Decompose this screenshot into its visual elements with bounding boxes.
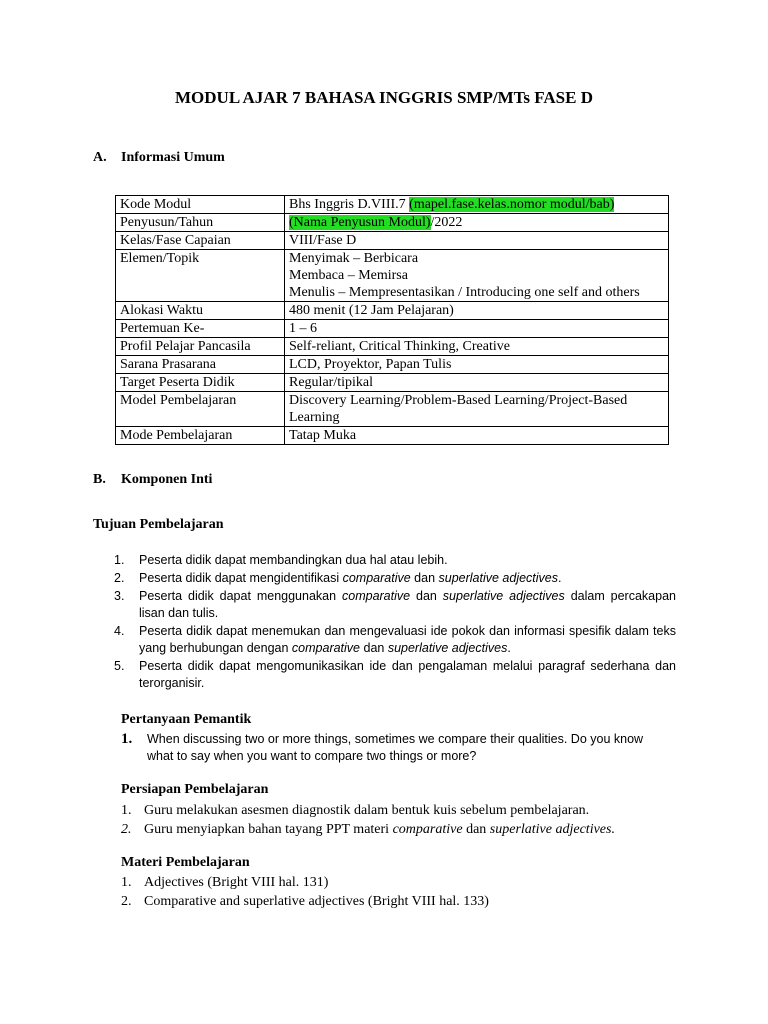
section-a-title: Informasi Umum [121,150,225,165]
list-text: dan [410,571,439,585]
table-key: Model Pembelajaran [116,392,285,427]
list-item [114,570,676,587]
penyusun-value: /2022 [430,215,463,230]
table-row [116,320,669,338]
list-item [121,892,681,911]
list-emphasis: comparative [392,822,463,837]
table-row [116,232,669,250]
table-key: Kelas/Fase Capaian [116,232,285,250]
table-value: Discovery Learning/Problem-Based Learning/Project-Based Learning [285,392,669,427]
kode-modul-value: Bhs Inggris D.VIII.7 [289,197,410,212]
list-text: Adjectives (Bright VIII hal. 131) [144,875,329,890]
table-key: Target Peserta Didik [116,374,285,392]
list-text: Guru melakukan asesmen diagnostik dalam bentuk kuis sebelum pembelajaran. [144,803,590,818]
list-emphasis: superlative adjectives [438,571,559,585]
table-key: Penyusun/Tahun [116,214,285,232]
list-text: dalam percakapan lisan dan tulis. [139,589,676,620]
tujuan-list [114,552,676,693]
list-emphasis: comparative [291,641,361,655]
section-b-title: Komponen Inti [121,472,213,487]
table-row [116,338,669,356]
list-text: . [558,571,562,585]
list-text: Guru menyiapkan bahan tayang PPT materi [144,822,393,837]
pemantik-heading: Pertanyaan Pemantik [121,712,252,727]
list-emphasis: comparative [342,589,411,603]
penyusun-highlight: (Nama Penyusun Modul) [289,215,431,230]
tujuan-heading: Tujuan Pembelajaran [93,517,224,532]
table-value: VIII/Fase D [285,232,669,250]
list-number: 5. [114,659,125,673]
list-item [121,820,681,839]
list-text: dan [410,589,443,603]
table-key: Elemen/Topik [116,250,285,302]
list-text: Peserta didik dapat mengidentifikasi [139,571,343,585]
section-b-heading [93,472,212,488]
table-value [285,214,669,232]
table-value [285,196,669,214]
list-item [121,801,681,820]
materi-list [121,873,681,911]
pemantik-question: When discussing two or more things, sometimes we compare their qualities. Do you know what to say when you want to compare two things or more? [147,732,644,763]
table-row [116,302,669,320]
list-item [114,552,676,569]
section-b-number: B. [93,472,106,487]
table-row [116,356,669,374]
list-emphasis: superlative adjectives. [489,822,615,837]
materi-heading: Materi Pembelajaran [121,855,250,870]
list-emphasis: superlative adjectives [442,589,565,603]
list-item [114,623,676,657]
elemen-line: Menulis – Mempresentasikan / Introducing one self and others [289,285,640,300]
list-text: Peserta didik dapat mengomunikasikan ide dan pengalaman melalui paragraf sederhana dan terorganisir. [139,659,676,690]
table-row [116,250,669,302]
list-text: Comparative and superlative adjectives (Bright VIII hal. 133) [144,894,489,909]
list-text: . [507,641,511,655]
table-key: Sarana Prasarana [116,356,285,374]
list-number: 4. [114,624,125,638]
table-key: Kode Modul [116,196,285,214]
list-emphasis: comparative [342,571,411,585]
elemen-line: Membaca – Memirsa [289,268,408,283]
list-text: Peserta didik dapat menemukan dan mengevaluasi ide pokok dan informasi spesifik dalam teks yang berhubungan dengan [139,624,676,655]
list-number: 2. [114,571,125,585]
persiapan-list [121,801,681,839]
table-key: Alokasi Waktu [116,302,285,320]
section-a-number: A. [93,150,107,165]
table-value: Regular/tipikal [285,374,669,392]
table-value: 480 menit (12 Jam Pelajaran) [285,302,669,320]
list-number: 1. [121,803,132,818]
list-number: 1. [114,553,125,567]
list-number: 1. [121,875,132,890]
elemen-line: Menyimak – Berbicara [289,251,419,266]
list-item [114,588,676,622]
list-text: Peserta didik dapat membandingkan dua hal atau lebih. [139,553,448,567]
info-table [115,195,669,445]
list-text: dan [462,822,490,837]
list-item [121,873,681,892]
persiapan-heading: Persiapan Pembelajaran [121,782,269,797]
list-number: 2. [121,822,132,837]
table-value [285,250,669,302]
section-a-heading [93,150,225,166]
table-row [116,374,669,392]
table-value: Self-reliant, Critical Thinking, Creative [285,338,669,356]
list-text: Peserta didik dapat menggunakan [139,589,342,603]
page-title: MODUL AJAR 7 BAHASA INGGRIS SMP/MTs FASE D [175,88,593,107]
list-emphasis: superlative adjectives [387,641,508,655]
list-text: dan [360,641,388,655]
pemantik-number: 1. [121,731,133,747]
table-key: Mode Pembelajaran [116,427,285,445]
table-key: Profil Pelajar Pancasila [116,338,285,356]
list-number: 3. [114,589,125,603]
table-value: LCD, Proyektor, Papan Tulis [285,356,669,374]
table-row [116,196,669,214]
table-value: 1 – 6 [285,320,669,338]
kode-modul-highlight: (mapel.fase.kelas.nomor modul/bab) [409,197,615,212]
table-key: Pertemuan Ke- [116,320,285,338]
list-number: 2. [121,894,132,909]
table-value: Tatap Muka [285,427,669,445]
table-row [116,214,669,232]
table-row [116,392,669,427]
table-row [116,427,669,445]
list-item [114,658,676,692]
